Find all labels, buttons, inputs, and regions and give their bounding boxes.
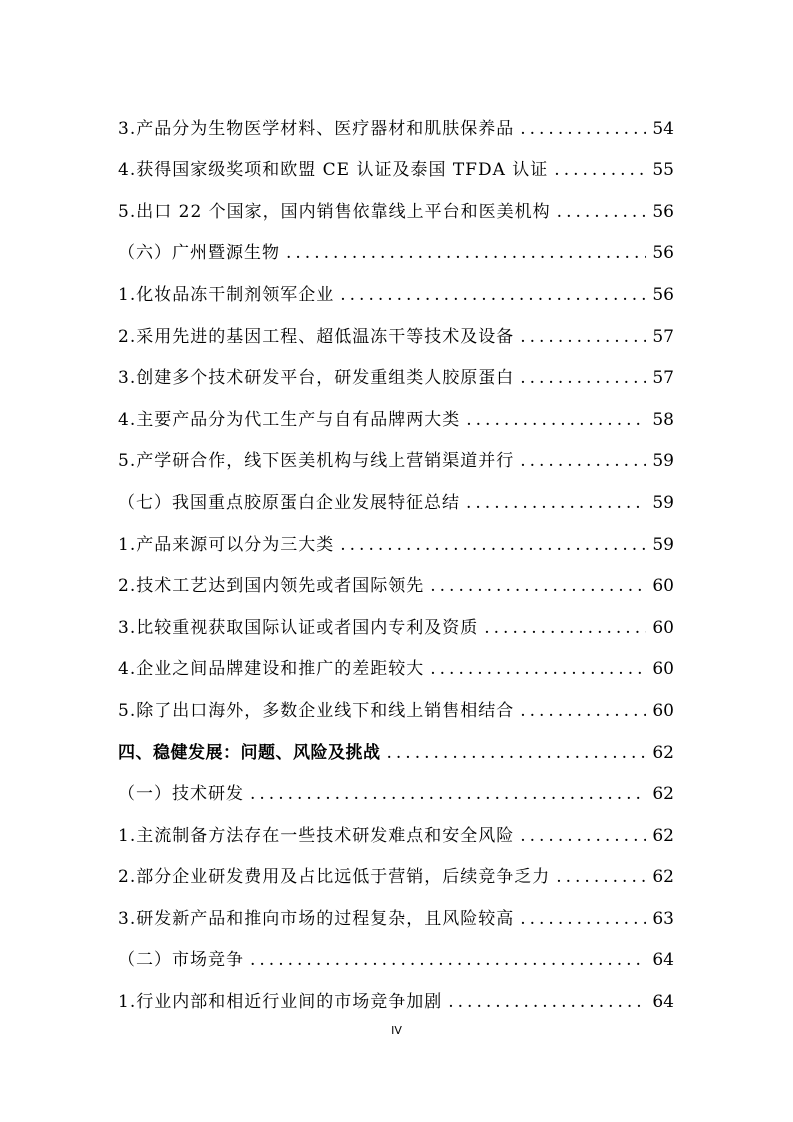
toc-entry-page: 62 bbox=[652, 867, 674, 888]
toc-entry[interactable] bbox=[118, 639, 674, 681]
toc-entry-title: 2.技术工艺达到国内领先或者国际领先 bbox=[118, 576, 425, 597]
toc-entry-page: 58 bbox=[652, 409, 674, 430]
toc-entry-page: 57 bbox=[652, 368, 674, 389]
toc-entry-title: 5.产学研合作，线下医美机构与线上营销渠道并行 bbox=[118, 451, 515, 472]
toc-entry[interactable] bbox=[118, 680, 674, 722]
toc-entry-title: 1.产品来源可以分为三大类 bbox=[118, 534, 335, 555]
toc-entry[interactable] bbox=[118, 971, 674, 1013]
toc-dot-leader bbox=[340, 534, 646, 556]
toc-entry[interactable] bbox=[118, 847, 674, 889]
toc-entry-page: 54 bbox=[652, 118, 674, 139]
toc-dot-leader bbox=[554, 159, 646, 181]
toc-entry-title: 2.采用先进的基因工程、超低温冻干等技术及设备 bbox=[118, 326, 515, 347]
toc-entry-title: 1.化妆品冻干制剂领军企业 bbox=[118, 284, 335, 305]
toc-dot-leader bbox=[250, 949, 646, 971]
toc-entry-title: 5.除了出口海外，多数企业线下和线上销售相结合 bbox=[118, 700, 515, 721]
toc-entry[interactable] bbox=[118, 888, 674, 930]
toc-entry-title: 5.出口 22 个国家，国内销售依靠线上平台和医美机构 bbox=[118, 201, 551, 222]
toc-entry-title: 2.部分企业研发费用及占比远低于营销，后续竞争乏力 bbox=[118, 867, 551, 888]
toc-entry[interactable] bbox=[118, 722, 674, 764]
toc-entry[interactable] bbox=[118, 264, 674, 306]
toc-dot-leader bbox=[466, 492, 646, 514]
toc-dot-leader bbox=[557, 201, 646, 223]
toc-entry-title: 4.企业之间品牌建设和推广的差距较大 bbox=[118, 659, 425, 680]
toc-entry-title: 3.比较重视获取国际认证或者国内专利及资质 bbox=[118, 617, 479, 638]
toc-entry-title: 3.创建多个技术研发平台，研发重组类人胶原蛋白 bbox=[118, 368, 515, 389]
toc-entry[interactable] bbox=[118, 472, 674, 514]
toc-entry[interactable] bbox=[118, 223, 674, 265]
toc-entry-page: 59 bbox=[652, 534, 674, 555]
toc-entry[interactable] bbox=[118, 306, 674, 348]
toc-dot-leader bbox=[466, 409, 646, 431]
toc-entry[interactable] bbox=[118, 556, 674, 598]
toc-entry-page: 62 bbox=[652, 825, 674, 846]
toc-entry-title: 3.产品分为生物医学材料、医疗器材和肌肤保养品 bbox=[118, 118, 515, 139]
toc-entry-title: 四、稳健发展：问题、风险及挑战 bbox=[118, 742, 381, 763]
toc-entry-page: 59 bbox=[652, 451, 674, 472]
toc-entry-title: （六）广州暨源生物 bbox=[118, 243, 280, 264]
toc-entry[interactable] bbox=[118, 181, 674, 223]
toc-dot-leader bbox=[520, 825, 646, 847]
toc-entry[interactable] bbox=[118, 431, 674, 473]
toc-entry-page: 62 bbox=[652, 742, 674, 763]
toc-dot-leader bbox=[387, 742, 647, 764]
page-number: IV bbox=[391, 1024, 402, 1037]
toc-entry-page: 56 bbox=[652, 243, 674, 264]
toc-entry[interactable] bbox=[118, 805, 674, 847]
toc-entry-page: 60 bbox=[652, 617, 674, 638]
toc-entry[interactable] bbox=[118, 514, 674, 556]
toc-entry-title: （七）我国重点胶原蛋白企业发展特征总结 bbox=[118, 492, 460, 513]
toc-entry-page: 56 bbox=[652, 201, 674, 222]
toc-entry-page: 63 bbox=[652, 908, 674, 929]
toc-entry[interactable] bbox=[118, 930, 674, 972]
toc-dot-leader bbox=[430, 658, 646, 680]
toc-entry-title: 4.主要产品分为代工生产与自有品牌两大类 bbox=[118, 409, 461, 430]
toc-entry[interactable] bbox=[118, 597, 674, 639]
table-of-contents bbox=[118, 98, 674, 1013]
toc-entry[interactable] bbox=[118, 389, 674, 431]
toc-entry[interactable] bbox=[118, 348, 674, 390]
toc-entry-page: 62 bbox=[652, 784, 674, 805]
toc-entry-title: 1.主流制备方法存在一些技术研发难点和安全风险 bbox=[118, 825, 515, 846]
toc-entry-page: 55 bbox=[652, 160, 674, 181]
toc-entry-title: （二）市场竞争 bbox=[118, 950, 244, 971]
toc-entry-title: 1.行业内部和相近行业间的市场竞争加剧 bbox=[118, 992, 443, 1013]
toc-entry-page: 60 bbox=[652, 700, 674, 721]
toc-entry-title: 3.研发新产品和推向市场的过程复杂，且风险较高 bbox=[118, 908, 515, 929]
toc-dot-leader bbox=[520, 118, 646, 140]
toc-dot-leader bbox=[520, 700, 646, 722]
toc-entry-page: 56 bbox=[652, 284, 674, 305]
toc-dot-leader bbox=[520, 326, 646, 348]
toc-entry-page: 60 bbox=[652, 576, 674, 597]
toc-entry-page: 59 bbox=[652, 492, 674, 513]
toc-entry[interactable] bbox=[118, 98, 674, 140]
toc-dot-leader bbox=[286, 242, 646, 264]
toc-entry-page: 64 bbox=[652, 950, 674, 971]
toc-dot-leader bbox=[448, 991, 646, 1013]
toc-entry-title: （一）技术研发 bbox=[118, 784, 244, 805]
toc-dot-leader bbox=[430, 575, 646, 597]
toc-entry-page: 64 bbox=[652, 992, 674, 1013]
toc-entry-page: 60 bbox=[652, 659, 674, 680]
toc-dot-leader bbox=[520, 450, 646, 472]
toc-entry-title: 4.获得国家级奖项和欧盟 CE 认证及泰国 TFDA 认证 bbox=[118, 160, 549, 181]
toc-dot-leader bbox=[484, 617, 646, 639]
toc-entry[interactable] bbox=[118, 764, 674, 806]
toc-entry-page: 57 bbox=[652, 326, 674, 347]
toc-dot-leader bbox=[520, 367, 646, 389]
toc-dot-leader bbox=[556, 866, 646, 888]
toc-dot-leader bbox=[520, 908, 646, 930]
toc-entry[interactable] bbox=[118, 140, 674, 182]
toc-dot-leader bbox=[340, 284, 646, 306]
toc-dot-leader bbox=[250, 783, 646, 805]
